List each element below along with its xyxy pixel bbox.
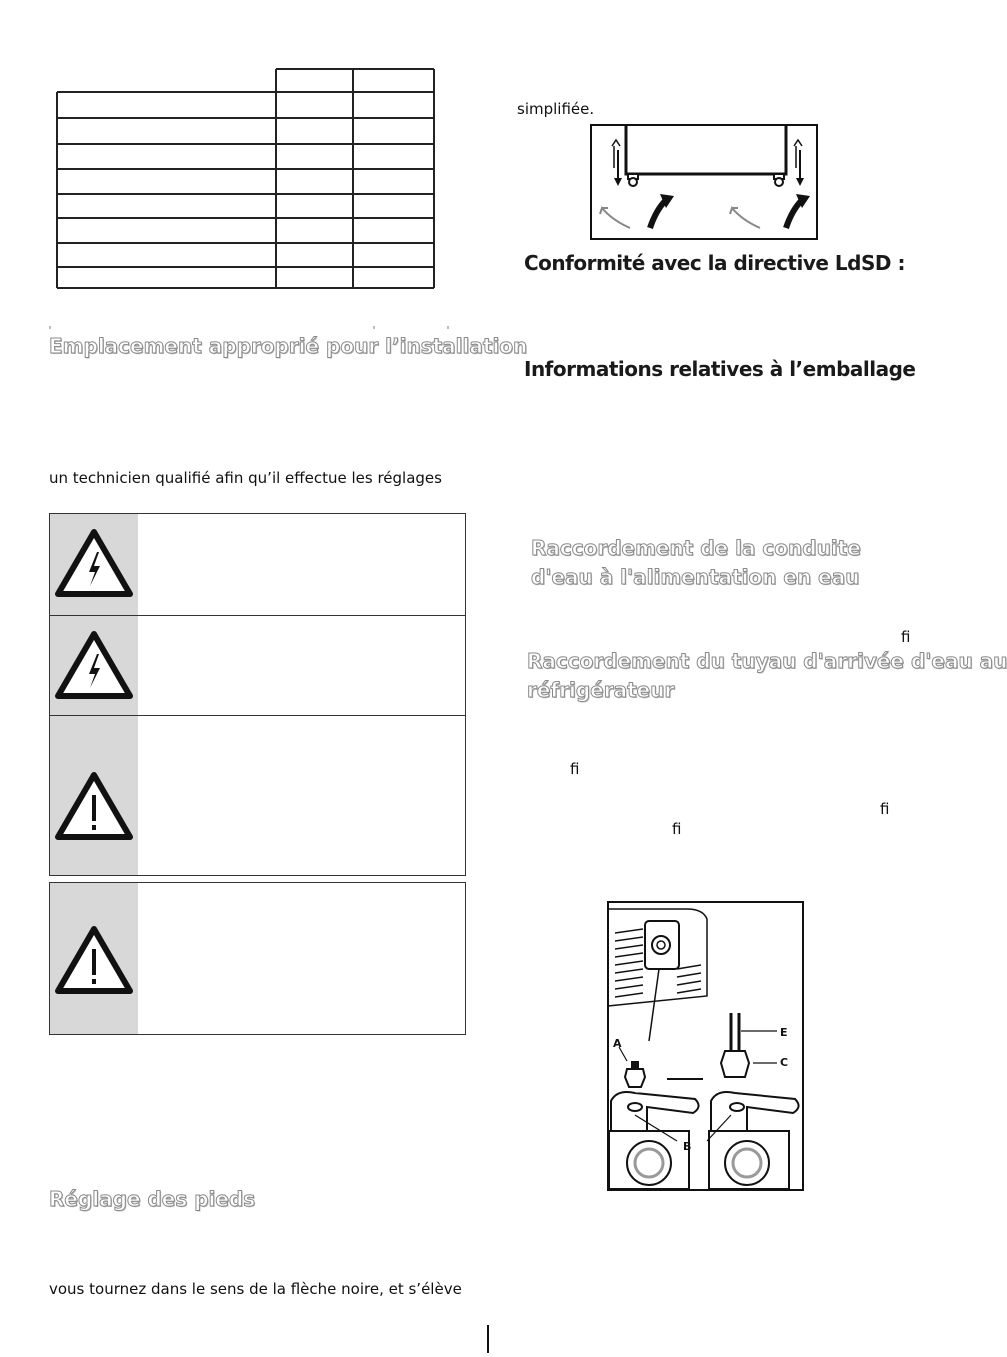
ligature-fragment-2: ﬁ xyxy=(570,760,580,778)
electric-shock-warning-icon xyxy=(54,630,134,700)
warning-box-caution-1 xyxy=(49,715,466,876)
empty-table xyxy=(50,62,440,294)
heading-feet-adjustment: Réglage des pieds xyxy=(49,1187,256,1211)
ligature-fragment-4: ﬁ xyxy=(672,820,682,838)
figure-label-e: E xyxy=(780,1026,788,1039)
warning-box-electric xyxy=(49,513,466,716)
heading-ldsd-conformity: Conformité avec la directive LdSD : xyxy=(524,251,905,275)
text-feet-arrow: vous tournez dans le sens de la flèche noire, et s’élève xyxy=(49,1280,462,1298)
figure-label-a: A xyxy=(613,1037,622,1050)
figure-label-c: C xyxy=(780,1056,789,1069)
electric-shock-warning-icon xyxy=(54,528,134,598)
page-divider xyxy=(487,1325,489,1353)
decorative-dots xyxy=(49,326,454,330)
text-qualified-technician: un technicien qualifié afin qu’il effectue les réglages xyxy=(49,469,442,487)
water-connection-figure xyxy=(607,901,804,1191)
heading-water-hose-connection-line2: réfrigérateur xyxy=(527,678,675,702)
heading-installation-location: Emplacement approprié pour l’installation xyxy=(49,334,528,358)
warning-row-1 xyxy=(50,514,465,615)
heading-water-hose-connection-line1: Raccordement du tuyau d'arrivée d'eau au xyxy=(527,649,1007,673)
warning-box-caution-2 xyxy=(49,882,466,1035)
feet-adjustment-illustration xyxy=(590,124,818,240)
ligature-fragment-3: ﬁ xyxy=(880,800,890,818)
warning-row-2 xyxy=(50,615,465,717)
text-simplified: simplifiée. xyxy=(517,100,595,118)
ligature-fragment-1: ﬁ xyxy=(901,628,911,646)
heading-packaging-info: Informations relatives à l’emballage xyxy=(524,357,916,381)
caution-exclamation-icon xyxy=(54,771,134,841)
caution-exclamation-icon xyxy=(54,925,134,995)
figure-label-b: B xyxy=(683,1140,692,1153)
heading-water-line-connection: Raccordement de la conduite d'eau à l'alimentation en eau xyxy=(531,536,861,589)
